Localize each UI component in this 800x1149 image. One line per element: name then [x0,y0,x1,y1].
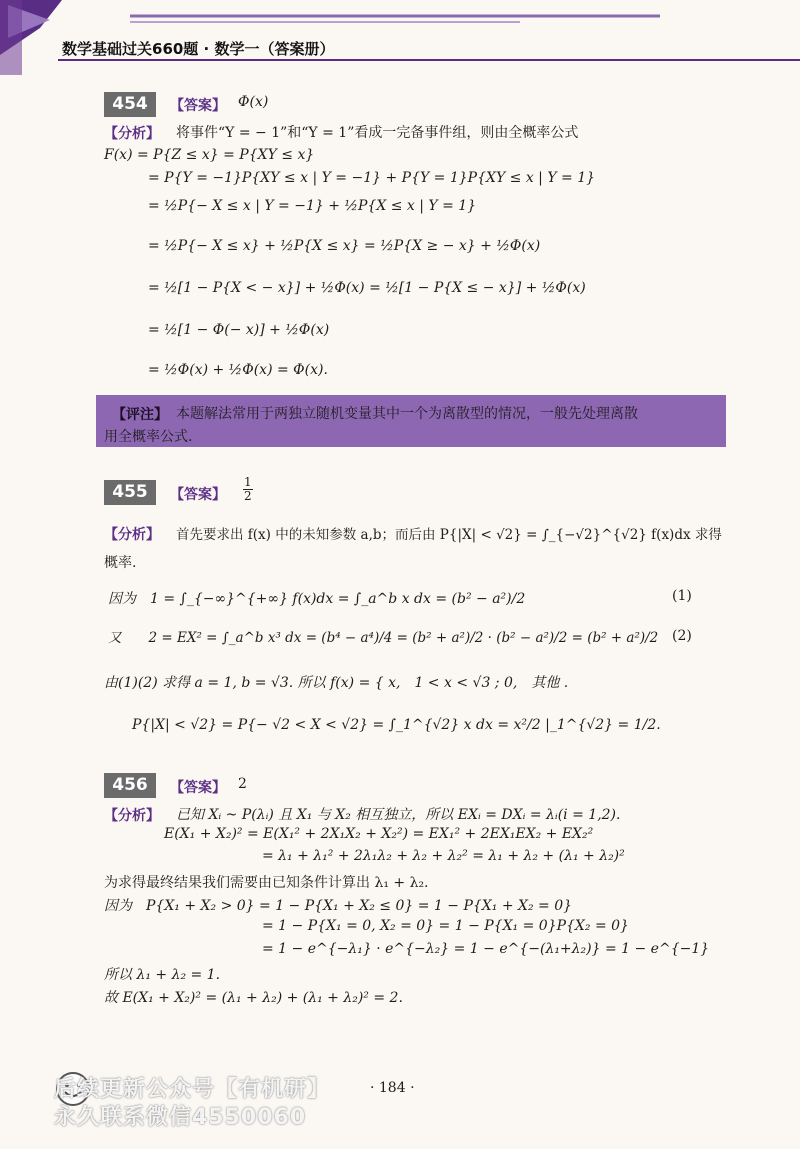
equation-1: 因为 1 = ∫_{−∞}^{+∞} f(x)dx = ∫_a^b x dx = (b² − a²)/2 [108,591,526,607]
derivation-line: F(x) = P{Z ≤ x} = P{XY ≤ x} [104,147,315,163]
derivation-line: = 1 − P{X₁ = 0, X₂ = 0} = 1 − P{X₁ = 0}P{X₂ = 0} [262,918,629,934]
question-number-455: 455 [104,480,156,505]
analysis-tag: 【分析】 [104,126,160,142]
derivation-line: = ½[1 − Φ(− x)] + ½Φ(x) [148,322,330,338]
analysis-intro: 将事件“Y = − 1”和“Y = 1”看成一完备事件组，则由全概率公式 [176,125,579,141]
answer-value: Φ(x) [238,94,269,110]
note-text: 用全概率公式. [104,429,193,445]
derivation-line: 所以 λ₁ + λ₂ = 1. [104,967,221,983]
analysis-intro: 已知 Xᵢ ~ P(λᵢ) 且 X₁ 与 X₂ 相互独立，所以 EXᵢ = DXᵢ = λᵢ(i = 1,2). [176,807,621,823]
answer-tag: 【答案】 [170,487,226,503]
final-probability: P{|X| < √2} = P{− √2 < X < √2} = ∫_1^{√2} x dx = x²/2 |_1^{√2} = 1/2. [132,717,661,733]
answer-value: 2 [238,776,247,792]
derivation-line: = ½Φ(x) + ½Φ(x) = Φ(x). [148,362,328,378]
watermark-line1: 后续更新公众号【有机研】 [54,1077,331,1102]
derivation-line: 故 E(X₁ + X₂)² = (λ₁ + λ₂) + (λ₁ + λ₂)² = 2. [104,990,403,1006]
analysis-intro-cont: 概率. [104,555,137,571]
equation-number: (1) [672,588,692,604]
answer-numerator: 1 [244,475,252,489]
analysis-tag: 【分析】 [104,808,160,824]
answer-tag: 【答案】 [170,98,226,114]
analysis-intro: 首先要求出 f(x) 中的未知参数 a,b；而后由 P{|X| < √2} = ∫_{−√2}^{√2} f(x)dx 求得 [176,527,722,543]
derivation-line: = ½P{− X ≤ x} + ½P{X ≤ x} = ½P{X ≥ − x} + ½Φ(x) [148,238,541,254]
note-tag: 【评注】 [112,407,168,423]
derivation-line: = 1 − e^{−λ₁} · e^{−λ₂} = 1 − e^{−(λ₁+λ₂)} = 1 − e^{−1} [262,941,710,957]
derivation-line: 为求得最终结果我们需要由已知条件计算出 λ₁ + λ₂. [104,875,429,891]
question-number-454: 454 [104,92,156,117]
header-title: 数学基础过关660题 · 数学一（答案册） [62,40,335,58]
note-text: 本题解法常用于两独立随机变量其中一个为离散型的情况，一般先处理离散 [176,406,638,422]
equation-2: 又 2 = EX² = ∫_a^b x³ dx = (b⁴ − a⁴)/4 = (b² + a²)/2 · (b² − a²)/2 = (b² + a²)/2 [108,630,659,646]
question-number-456: 456 [104,773,156,798]
derivation-line: = ½[1 − P{X < − x}] + ½Φ(x) = ½[1 − P{X ≤ − x}] + ½Φ(x) [148,280,586,296]
page-number: · 184 · [370,1080,415,1096]
derivation-line: E(X₁ + X₂)² = E(X₁² + 2X₁X₂ + X₂²) = EX₁² + 2EX₁EX₂ + EX₂² [164,826,594,842]
analysis-tag: 【分析】 [104,527,160,543]
parameter-result: 由(1)(2) 求得 a = 1, b = √3. 所以 f(x) = { x, 1 < x < √3 ; 0, 其他 . [104,675,569,691]
derivation-line: = λ₁ + λ₁² + 2λ₁λ₂ + λ₂ + λ₂² = λ₁ + λ₂ + (λ₁ + λ₂)² [262,848,625,864]
derivation-line: = ½P{− X ≤ x | Y = −1} + ½P{X ≤ x | Y = 1} [148,198,477,214]
derivation-line: = P{Y = −1}P{XY ≤ x | Y = −1} + P{Y = 1}P{XY ≤ x | Y = 1} [148,170,596,186]
answer-tag: 【答案】 [170,780,226,796]
answer-denominator: 2 [244,489,252,503]
derivation-line: 因为 P{X₁ + X₂ > 0} = 1 − P{X₁ + X₂ ≤ 0} = 1 − P{X₁ + X₂ = 0} [104,898,573,914]
answer-fraction [242,476,254,503]
watermark-line2: 永久联系微信4550060 [54,1105,307,1130]
equation-number: (2) [672,628,692,644]
